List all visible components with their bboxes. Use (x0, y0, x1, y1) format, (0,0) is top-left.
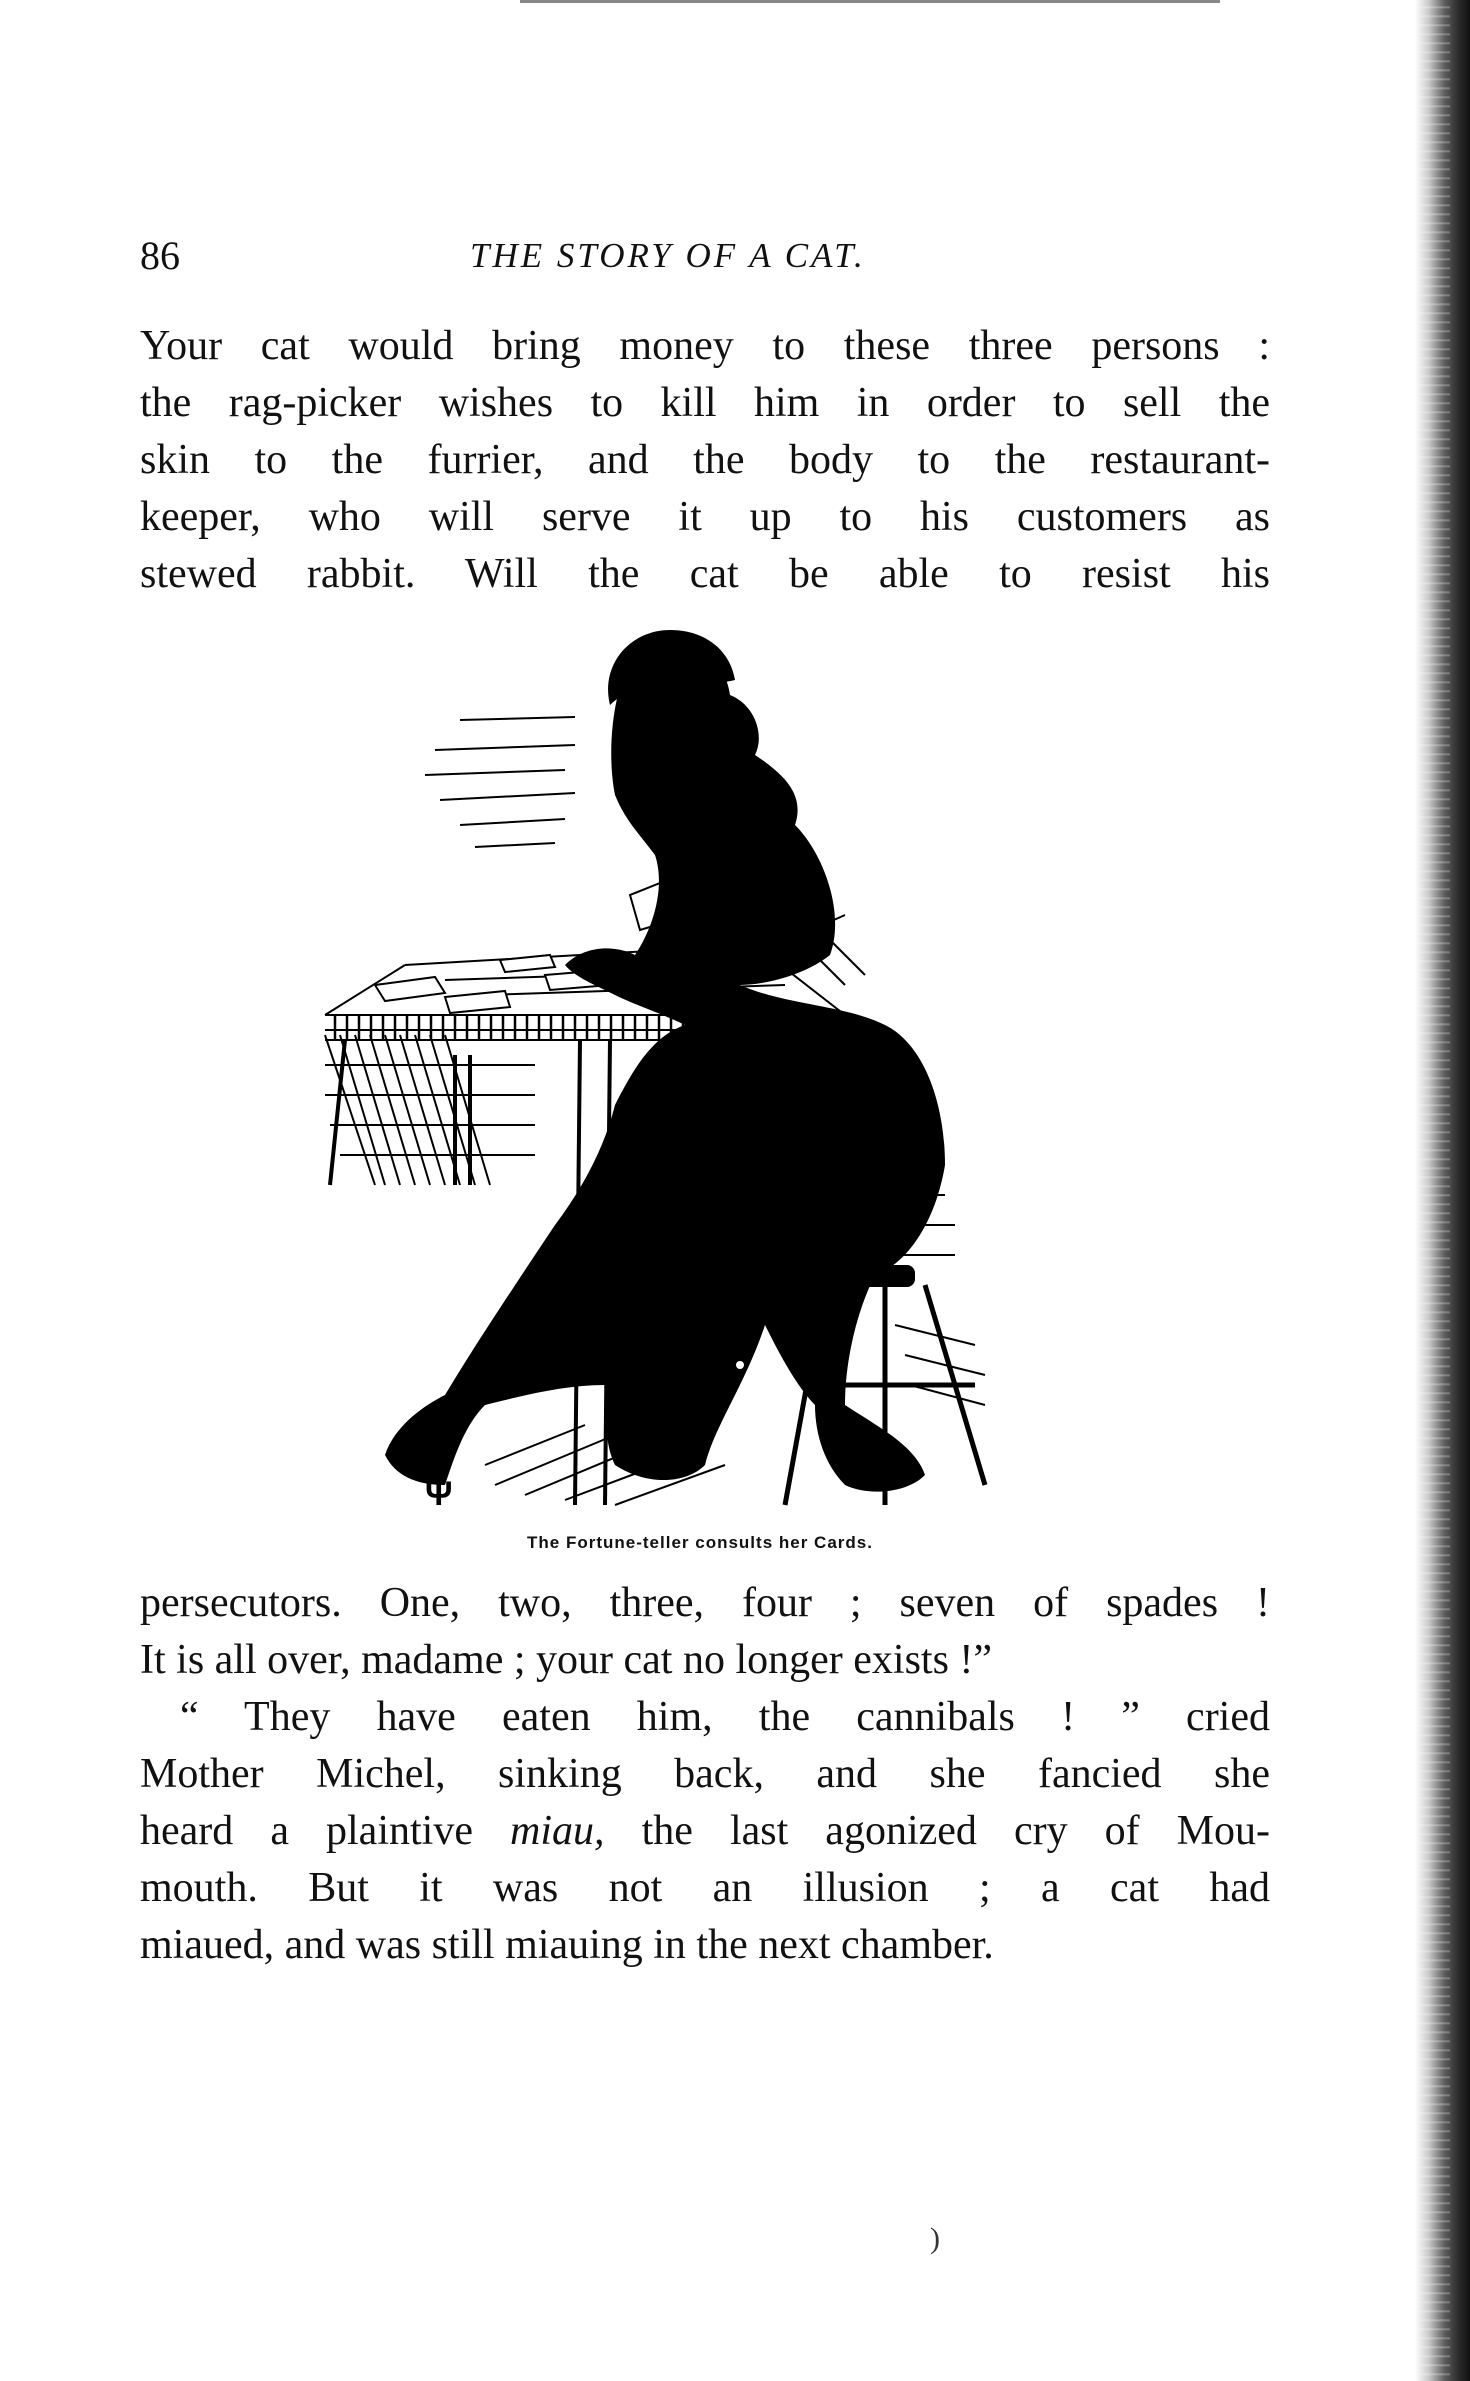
text-line: Your cat would bring money to these three persons : (140, 323, 1270, 369)
scan-top-rule (520, 0, 1220, 3)
text-line: stewed rabbit. Will the cat be able to resist his (140, 551, 1270, 597)
text-block-top (140, 318, 1270, 603)
italic-word: miau, (510, 1808, 605, 1854)
text-line: It is all over, madame ; your cat no longer exists !” (140, 1637, 993, 1683)
text-line: miaued, and was still miauing in the next chamber. (140, 1922, 994, 1968)
fortune-teller-illustration (285, 625, 1115, 1525)
text-line: “ They have eaten him, the cannibals ! ” cried (180, 1694, 1270, 1740)
text-line: skin to the furrier, and the body to the restaurant- (140, 437, 1270, 483)
book-page-edge-texture (1420, 0, 1450, 2381)
text-segment: heard a plaintive (140, 1808, 511, 1854)
figure-caption: The Fortune-teller consults her Cards. (527, 1533, 873, 1552)
page-header (140, 232, 1270, 282)
text-line: mouth. But it was not an illusion ; a cat had (140, 1865, 1270, 1911)
text-line: the rag-picker wishes to kill him in order to sell the (140, 380, 1270, 426)
text-block-bottom (140, 1575, 1270, 1974)
stray-print-mark: ) (930, 2222, 940, 2255)
page-number: 86 (140, 233, 180, 278)
text-line: persecutors. One, two, three, four ; seven of spades ! (140, 1580, 1270, 1626)
text-line: Mother Michel, sinking back, and she fancied she (140, 1751, 1270, 1797)
text-line: keeper, who will serve it up to his customers as (140, 494, 1270, 540)
text-segment: the last agonized cry of Mou- (604, 1808, 1270, 1854)
text-line (140, 1803, 1270, 1860)
running-title: THE STORY OF A CAT. (470, 236, 866, 275)
artist-monogram: Ψ (425, 1475, 453, 1513)
shoe-highlight (736, 1361, 744, 1369)
